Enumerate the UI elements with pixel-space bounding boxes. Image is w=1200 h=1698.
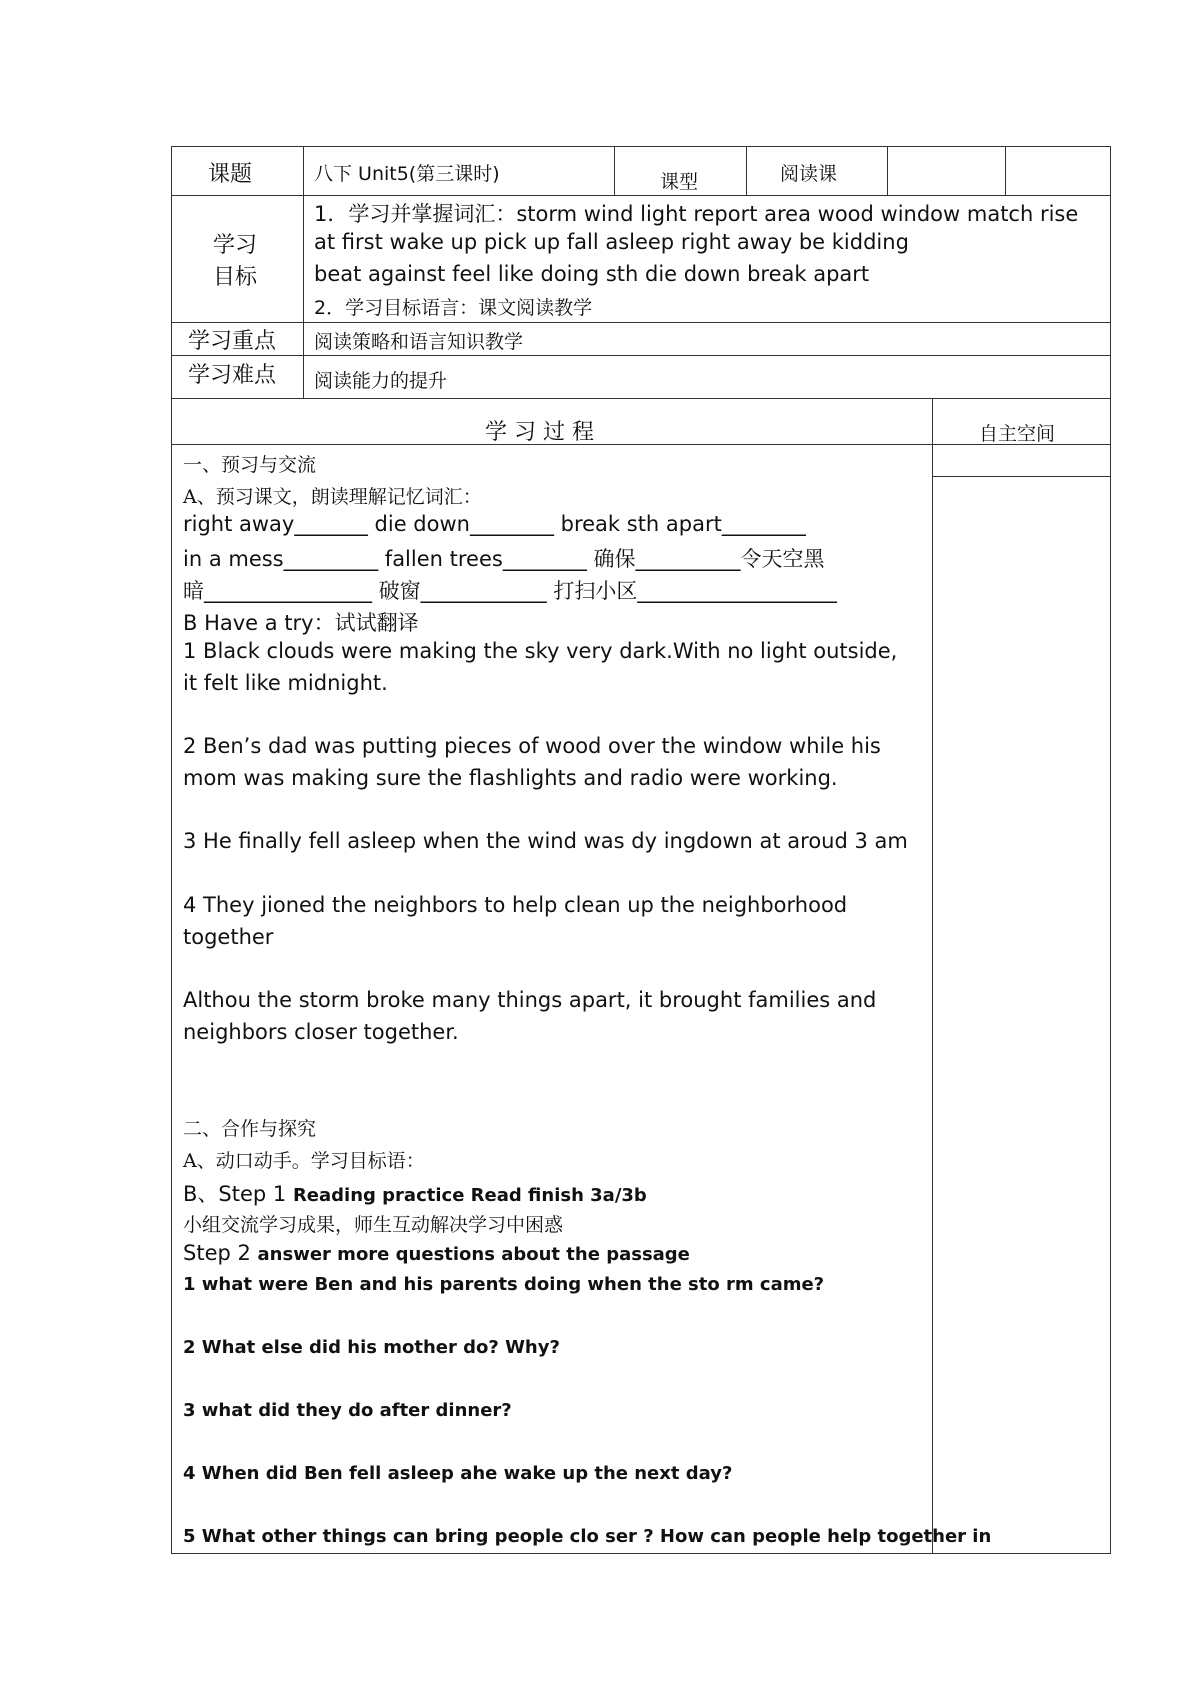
difficulty-value: 阅读能力的提升	[314, 370, 448, 392]
sentence-2b: mom was making sure the flashlights and radio were working.	[183, 766, 838, 790]
objectives-line-2: at first wake up pick up fall asleep right away be kidding	[314, 230, 909, 254]
coop-a: A、动口动手。学习目标语：	[183, 1150, 425, 1172]
vocab-line-2: in a mess_________ fallen trees________ 确保__________令天空黑	[183, 547, 825, 571]
objectives-label-1: 学习	[213, 233, 258, 258]
sentence-4a: 4 They jioned the neighbors to help clean up the neighborhood	[183, 893, 848, 917]
topic-label: 课题	[208, 162, 253, 187]
process-title: 学 习 过 程	[485, 420, 594, 445]
step-1-text: Reading practice Read finish 3a/3b	[292, 1185, 647, 1206]
self-space-title: 自主空间	[979, 423, 1056, 445]
sentence-4b: together	[183, 925, 274, 949]
part-a-heading: A、预习课文，朗读理解记忆词汇：	[183, 486, 482, 508]
vocab-line-1: right away_______ die down________ break sth apart________	[183, 512, 806, 536]
sentence-2a: 2 Ben’s dad was putting pieces of wood over the window while his	[183, 734, 881, 758]
question-1: 1 what were Ben and his parents doing when the sto rm came?	[183, 1274, 825, 1295]
section-1-heading: 一、预习与交流	[183, 454, 317, 476]
question-4: 4 When did Ben fell asleep ahe wake up the next day?	[183, 1463, 733, 1484]
difficulty-label: 学习难点	[188, 363, 277, 388]
sentence-3: 3 He finally fell asleep when the wind was dy ingdown at aroud 3 am	[183, 829, 908, 853]
question-3: 3 what did they do after dinner?	[183, 1400, 512, 1421]
sentence-5a: Althou the storm broke many things apart, it brought families and	[183, 988, 877, 1012]
group-exchange: 小组交流学习成果，师生互动解决学习中困惑	[183, 1214, 564, 1236]
sentence-5b: neighbors closer together.	[183, 1020, 459, 1044]
objectives-line-1: 1．学习并掌握词汇：storm wind light report area wood window match rise	[314, 202, 1079, 226]
sentence-1b: it felt like midnight.	[183, 671, 388, 695]
objectives-label-2: 目标	[213, 265, 258, 290]
objectives-line-4: 2．学习目标语言：课文阅读教学	[314, 297, 593, 319]
objectives-line-3: beat against feel like doing sth die down break apart	[314, 262, 870, 286]
type-value: 阅读课	[780, 163, 838, 185]
sentence-1a: 1 Black clouds were making the sky very dark.With no light outside,	[183, 639, 898, 663]
step-2-text: answer more questions about the passage	[257, 1244, 690, 1265]
key-point-value: 阅读策略和语言知识教学	[314, 331, 524, 353]
question-2: 2 What else did his mother do? Why?	[183, 1337, 560, 1358]
step-2-line	[183, 1241, 690, 1265]
vocab-line-3: 暗________________ 破窗____________ 打扫小区___________________	[183, 579, 837, 603]
section-2-heading: 二、合作与探究	[183, 1118, 317, 1140]
type-label: 课型	[660, 171, 699, 193]
step-1-prefix: B、Step 1	[183, 1182, 293, 1206]
question-5: 5 What other things can bring people clo ser ? How can people help together in	[183, 1526, 992, 1547]
key-point-label: 学习重点	[188, 329, 277, 354]
topic-value: 八下 Unit5(第三课时)	[314, 163, 500, 185]
step-2-prefix: Step 2	[183, 1241, 258, 1265]
step-1-line	[183, 1178, 647, 1208]
part-b-heading: B Have a try：试试翻译	[183, 611, 419, 635]
